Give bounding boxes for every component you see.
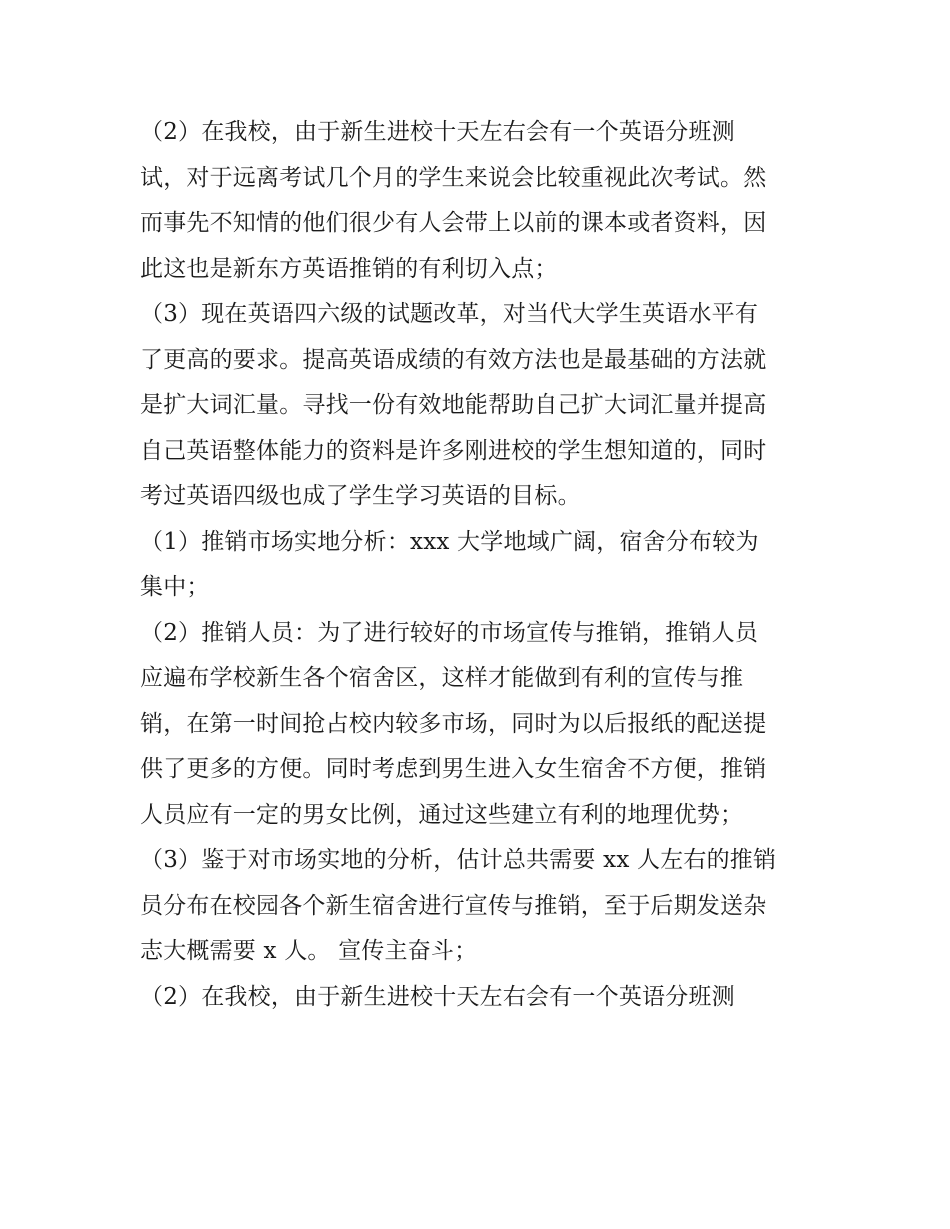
text-line: （3）鉴于对市场实地的分析，估计总共需要 xx 人左右的推销 bbox=[140, 847, 777, 873]
text-line: （2）在我校，由于新生进校十天左右会有一个英语分班测 bbox=[140, 983, 735, 1010]
text-line: 应遍布学校新生各个宿舍区，这样才能做到有利的宣传与推 bbox=[140, 665, 744, 691]
text-line: 集中； bbox=[140, 574, 210, 600]
text-line: 了更高的要求。提高英语成绩的有效方法也是最基础的方法就 bbox=[140, 346, 767, 373]
text-line: 人员应有一定的男女比例，通过这些建立有利的地理优势； bbox=[140, 801, 744, 828]
text-line: 此这也是新东方英语推销的有利切入点； bbox=[140, 255, 558, 282]
text-line: 而事先不知情的他们很少有人会带上以前的课本或者资料，因 bbox=[140, 210, 767, 236]
text-line: 是扩大词汇量。寻找一份有效地能帮助自己扩大词汇量并提高 bbox=[140, 392, 767, 418]
text-line: 试，对于远离考试几个月的学生来说会比较重视此次考试。然 bbox=[140, 164, 767, 191]
text-line: 员分布在校园各个新生宿舍进行宣传与推销，至于后期发送杂 bbox=[140, 892, 767, 919]
text-line: （2）在我校，由于新生进校十天左右会有一个英语分班测 bbox=[140, 119, 735, 145]
text-line: （1）推销市场实地分析：xxx 大学地域广阔，宿舍分布较为 bbox=[140, 528, 759, 555]
text-line: 供了更多的方便。同时考虑到男生进入女生宿舍不方便，推销 bbox=[140, 756, 767, 782]
text-line: （3）现在英语四六级的试题改革，对当代大学生英语水平有 bbox=[140, 301, 759, 327]
text-line: 考过英语四级也成了学生学习英语的目标。 bbox=[140, 483, 581, 509]
document-body bbox=[140, 110, 820, 1020]
text-line: 志大概需要 x 人。 宣传主奋斗； bbox=[140, 938, 478, 964]
text-line: （2）推销人员：为了进行较好的市场宣传与推销，推销人员 bbox=[140, 619, 759, 646]
text-line: 自己英语整体能力的资料是许多刚进校的学生想知道的，同时 bbox=[140, 437, 767, 464]
text-line: 销，在第一时间抢占校内较多市场，同时为以后报纸的配送提 bbox=[140, 710, 767, 737]
